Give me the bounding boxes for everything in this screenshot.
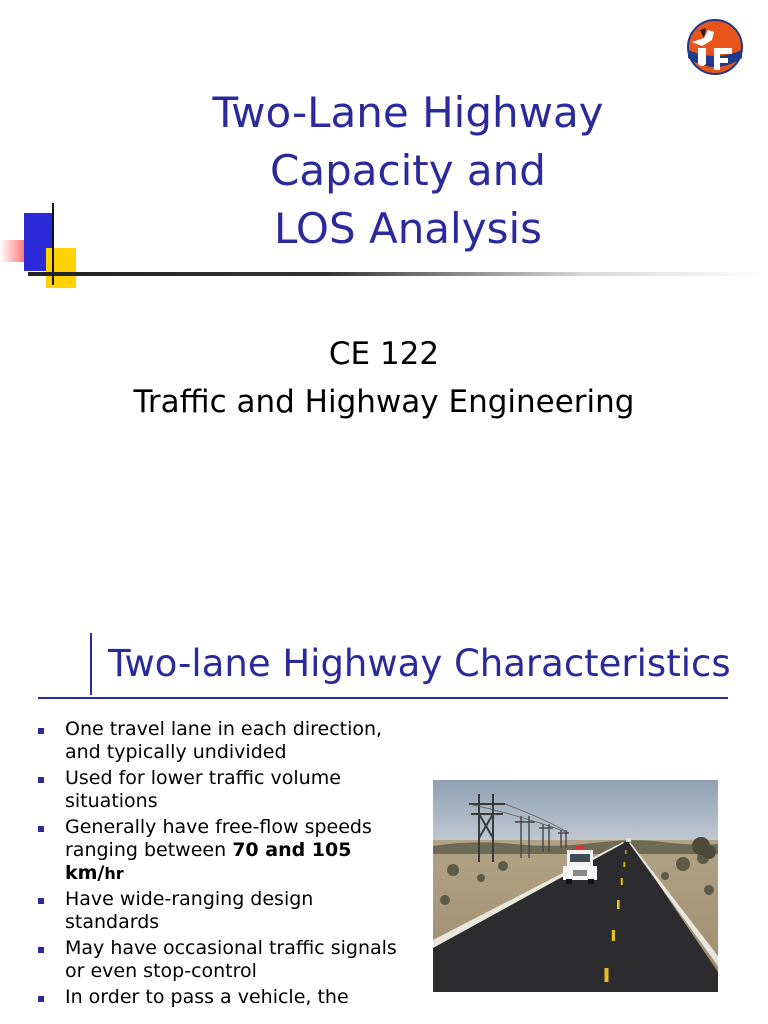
title-line: LOS Analysis: [273, 204, 543, 253]
bullet-square-icon: [38, 996, 44, 1002]
bullet-square-icon: [38, 826, 44, 832]
slide2-vertical-rule: [90, 633, 92, 695]
slide-title: [120, 84, 696, 258]
bullet-square-icon: [38, 898, 44, 904]
department-name: Traffic and Highway Engineering: [133, 384, 635, 420]
decor-horizontal-line: [28, 272, 768, 276]
course-code: CE 122: [328, 336, 440, 372]
bullet-square-icon: [38, 947, 44, 953]
list-item: Used for lower traffic volume situations: [38, 767, 416, 813]
list-item: In order to pass a vehicle, the: [38, 986, 416, 1009]
list-item: May have occasional traffic signals or even stop-control: [38, 937, 416, 983]
characteristics-list: [38, 718, 416, 1012]
uf-logo-icon: [684, 18, 746, 76]
bullet-square-icon: [38, 728, 44, 734]
speed-unit: km/: [65, 862, 105, 884]
list-item: One travel lane in each direction, and typically undivided: [38, 718, 416, 764]
title-line: Two-Lane Highway: [212, 88, 604, 137]
title-line: Capacity and: [270, 146, 546, 195]
slide2-horizontal-rule: [38, 697, 728, 699]
list-item: Generally have free-flow speeds ranging between 70 and 105 km/hr: [38, 816, 416, 885]
decor-yellow-square: [46, 248, 76, 288]
bullet-square-icon: [38, 777, 44, 783]
speed-unit-small: hr: [104, 864, 124, 883]
speed-range: 70 and 105: [232, 839, 352, 861]
list-item: Have wide-ranging design standards: [38, 888, 416, 934]
two-lane-highway-photo: [433, 780, 718, 992]
slide2-title: Two-lane Highway Characteristics: [108, 642, 731, 685]
